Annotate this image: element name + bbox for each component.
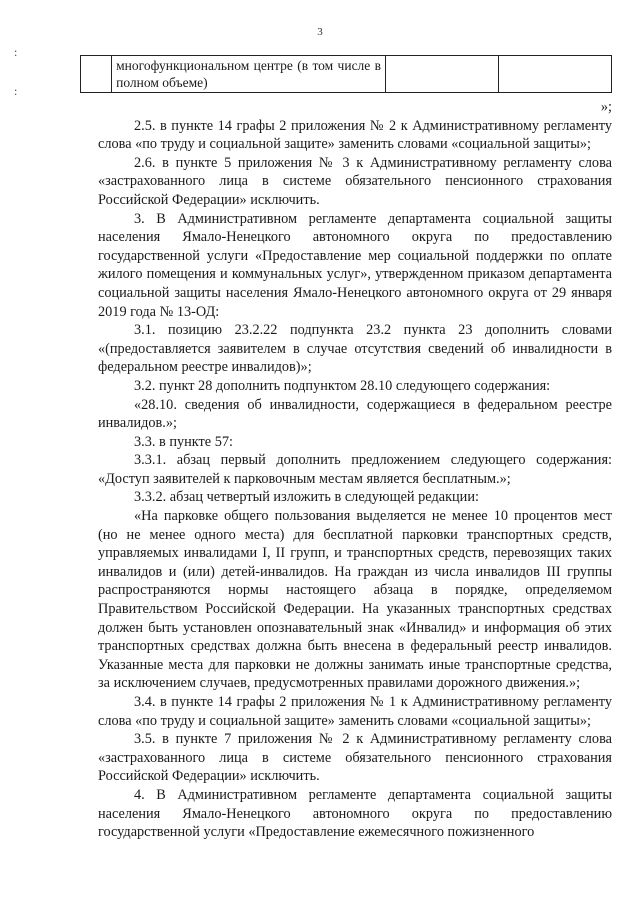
table-cell-number bbox=[81, 56, 112, 93]
paragraph-3-4: 3.4. в пункте 14 графы 2 приложения № 1 к Административному регламенту слова «по труду и социальной защите» заменить словами «социальной защиты»; bbox=[98, 694, 612, 729]
margin-mark: : bbox=[14, 45, 18, 59]
paragraph-2-5: 2.5. в пункте 14 графы 2 приложения № 2 к Административному регламенту слова «по труду и социальной защите» заменить словами «социальной защиты»; bbox=[98, 117, 612, 153]
paragraph-3-3: 3.3. в пункте 57: bbox=[134, 433, 233, 450]
table-row bbox=[81, 56, 612, 93]
document-body bbox=[98, 98, 612, 842]
continued-table bbox=[80, 55, 612, 93]
paragraph-3-3-1: 3.3.1. абзац первый дополнить предложением следующего содержания: «Доступ заявителей к парковочным местам является бесплатным.»; bbox=[98, 452, 612, 487]
margin-mark: : bbox=[14, 84, 18, 98]
paragraph-2-6: 2.6. в пункте 5 приложения № 3 к Административному регламенту слова «застрахованного лица в системе обязательного пенсионного страхования Российской Федерации» исключить. bbox=[98, 154, 612, 208]
paragraph-parking-quote: «На парковке общего пользования выделяется не менее 10 процентов мест (но не менее одного места) для бесплатной парковки транспортных средств, управляемых инвалидами I, II групп, и транспортных средств, перевозящих таких инвалидов и (или) детей-инвалидов. На граждан из числа инвалидов III группы распространяются нормы настоящего абзаца в порядке, определяемом Правительством Российской Федерации. На указанных транспортных средствах должен быть установлен опознавательный знак «Инвалид» и информация об этих транспортных средствах должна быть внесена в федеральный реестр инвалидов. Указанные места для парковки не должны занимать иные транспортные средства, за исключением случаев, предусмотренных правилами дорожного движения.»; bbox=[98, 508, 612, 692]
page-number: 3 bbox=[317, 26, 323, 38]
paragraph-3-1: 3.1. позицию 23.2.22 подпункта 23.2 пункта 23 дополнить словами «(предоставляется заявителем в случае отсутствия сведений об инвалидности в федеральном реестре инвалидов)»; bbox=[98, 322, 612, 376]
paragraph-3-5: 3.5. в пункте 7 приложения № 2 к Административному регламенту слова «застрахованного лица в системе обязательного пенсионного страхования Российской Федерации» исключить. bbox=[98, 731, 612, 785]
table-cell-text: многофункциональном центре (в том числе в полном объеме) bbox=[112, 56, 386, 93]
paragraph-3: 3. В Административном регламенте департамента социальной защиты населения Ямало-Ненецкого автономного округа по предоставлению государственной услуги «Предоставление мер социальной поддержки по оплате жилого помещения и коммунальных услуг», утвержденном приказом департамента социальной защиты населения Ямало-Ненецкого автономного округа от 29 января 2019 года № 13-ОД: bbox=[98, 210, 612, 320]
paragraph-4: 4. В Административном регламенте департамента социальной защиты населения Ямало-Ненецкого автономного округа по предоставлению государственной услуги «Предоставление ежемесячного пожизненного bbox=[98, 786, 612, 841]
paragraph-28-10: «28.10. сведения об инвалидности, содержащиеся в федеральном реестре инвалидов.»; bbox=[98, 396, 612, 432]
paragraph-3-3-2: 3.3.2. абзац четвертый изложить в следующей редакции: bbox=[134, 489, 479, 506]
paragraph-3-2: 3.2. пункт 28 дополнить подпунктом 28.10 следующего содержания: bbox=[134, 377, 551, 394]
table-cell-empty bbox=[499, 56, 612, 93]
table-closing-quote: »; bbox=[600, 99, 612, 115]
table-cell-empty bbox=[386, 56, 499, 93]
